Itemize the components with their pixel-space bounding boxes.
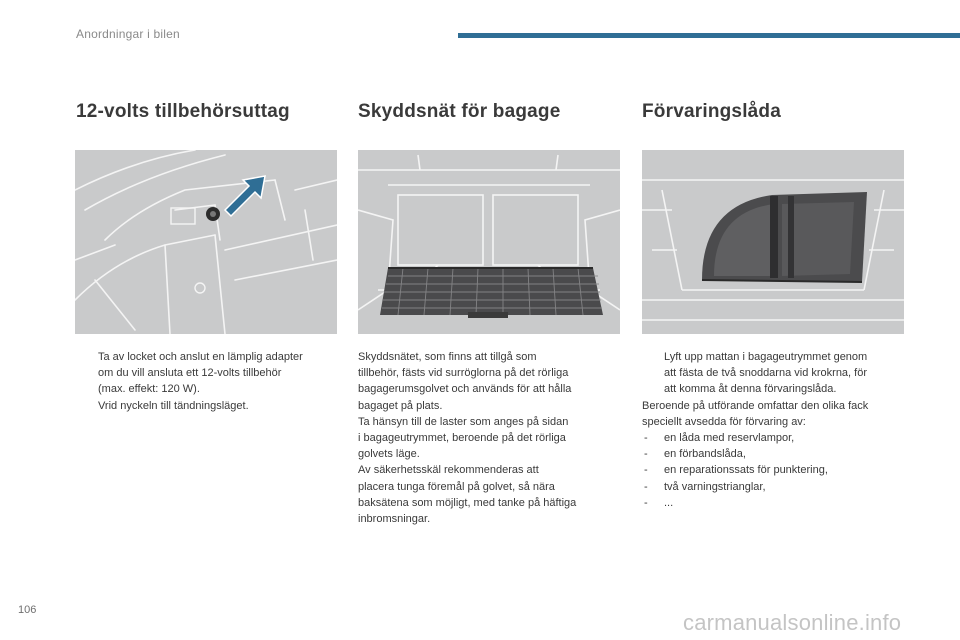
text-line: golvets läge.	[358, 448, 420, 461]
text-line: att fästa de två snoddarna vid krokrna, för	[664, 367, 868, 380]
storage-box-illustration	[642, 150, 904, 334]
section-title-12v-socket: 12-volts tillbehörsuttag	[76, 101, 290, 122]
instruction-bullet	[76, 398, 338, 414]
dash-mark: -	[644, 448, 648, 461]
text-line: Skyddsnätet, som finns att tillgå som	[358, 351, 537, 363]
text-line: Lyft upp mattan i bagageutrymmet genom	[664, 351, 868, 363]
luggage-net-text	[358, 349, 620, 527]
dash-mark: -	[644, 480, 648, 493]
dash-mark: -	[644, 496, 648, 509]
socket-instructions	[76, 349, 338, 414]
list-item	[642, 462, 906, 478]
text-line: placera tunga föremål på golvet, så nära	[358, 480, 555, 493]
storage-box-text	[642, 349, 906, 511]
list-item-text: ...	[664, 496, 674, 509]
section-title-storage-box: Förvaringslåda	[642, 101, 782, 122]
text-line: i bagageutrymmet, beroende på det rörliga	[358, 432, 566, 445]
text-line: baksätena som möjligt, med tanke på häftiga	[358, 496, 577, 509]
list-item	[642, 446, 906, 462]
list-item-text: en förbandslåda,	[664, 448, 746, 461]
section-title-luggage-net: Skyddsnät för bagage	[358, 101, 561, 122]
text-line: om du vill ansluta ett 12-volts tillbehör	[98, 367, 282, 380]
text-line: Ta hänsyn till de laster som anges på sidan	[358, 415, 569, 428]
luggage-net-illustration	[358, 150, 620, 334]
page-header-title: Anordningar i bilen	[76, 27, 180, 41]
text-line: speciellt avsedda för förvaring av:	[642, 415, 806, 428]
page-number: 106	[18, 604, 37, 616]
text-line: Av säkerhetsskäl rekommenderas att	[358, 464, 539, 477]
text-line: bagaget på plats.	[358, 399, 443, 412]
text-line: bagagerumsgolvet och används för att hålla	[358, 383, 572, 396]
header-accent-bar	[458, 33, 960, 38]
list-item	[642, 430, 906, 446]
text-line: Vrid nyckeln till tändningsläget.	[98, 399, 249, 412]
trunk-socket-illustration	[75, 150, 337, 334]
list-item-text: en reparationssats för punktering,	[664, 464, 828, 477]
list-item-text: två varningstrianglar,	[664, 480, 766, 493]
list-item	[642, 479, 906, 495]
watermark: carmanualsonline.info	[683, 610, 902, 635]
text-line: Ta av locket och anslut en lämplig adapter	[98, 351, 303, 363]
dash-mark: -	[644, 464, 648, 477]
instruction-bullet	[642, 349, 906, 398]
list-item-text: en låda med reservlampor,	[664, 432, 795, 445]
dash-mark: -	[644, 432, 648, 445]
text-line: (max. effekt: 120 W).	[98, 383, 200, 396]
text-line: inbromsningar.	[358, 513, 431, 526]
text-line: att komma åt denna förvaringslåda.	[664, 383, 837, 396]
list-item	[642, 495, 906, 511]
text-line: Beroende på utförande omfattar den olika fack	[642, 399, 869, 412]
instruction-bullet	[76, 349, 338, 398]
text-line: tillbehör, fästs vid surröglorna på det rörliga	[358, 367, 569, 380]
